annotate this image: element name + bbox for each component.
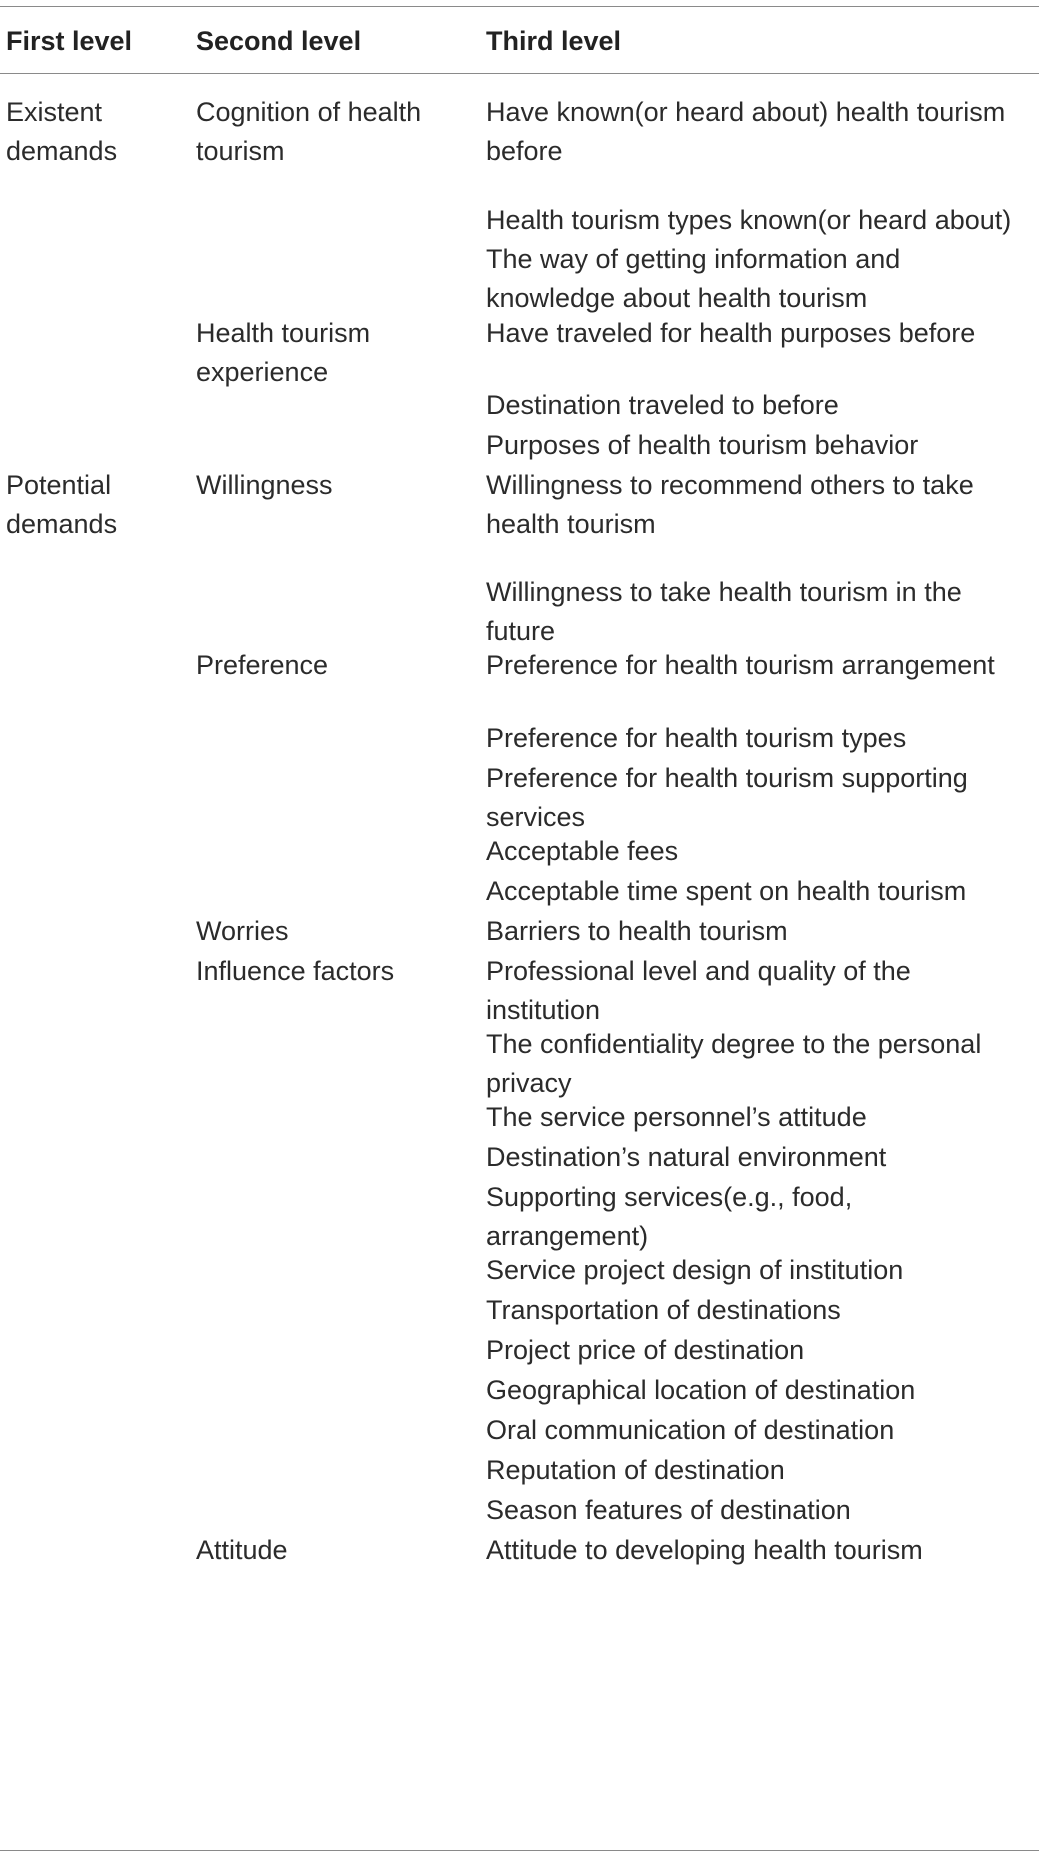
third-level-cell: [486, 1138, 886, 1177]
cell-line: future: [486, 616, 556, 646]
cell-line: experience: [196, 357, 329, 387]
third-level-cell: [486, 1531, 923, 1570]
cell-line: demands: [6, 509, 118, 539]
cell-line: Willingness: [196, 470, 333, 500]
cell-line: Oral communication of destination: [486, 1415, 895, 1445]
third-level-cell: [486, 1371, 915, 1410]
cell-line: Acceptable time spent on health tourism: [486, 876, 967, 906]
second-level-cell: [196, 466, 333, 505]
third-level-cell: [486, 1411, 894, 1450]
third-level-cell: [486, 573, 962, 651]
cell-line: Supporting services(e.g., food,: [486, 1182, 853, 1212]
cell-line: Potential: [6, 470, 112, 500]
cell-line: arrangement): [486, 1221, 649, 1251]
cell-line: Acceptable fees: [486, 836, 679, 866]
third-level-cell: [486, 872, 966, 911]
third-level-cell: [486, 240, 900, 318]
cell-line: Geographical location of destination: [486, 1375, 916, 1405]
third-level-cell: [486, 1451, 785, 1490]
third-level-cell: [486, 719, 906, 758]
cell-line: knowledge about health tourism: [486, 283, 868, 313]
cell-line: Professional level and quality of the: [486, 956, 911, 986]
cell-line: institution: [486, 995, 601, 1025]
cell-line: Willingness to take health tourism in the: [486, 577, 962, 607]
cell-line: Purposes of health tourism behavior: [486, 430, 919, 460]
cell-line: before: [486, 136, 563, 166]
cell-line: tourism: [196, 136, 285, 166]
first-level-cell: [6, 93, 117, 171]
second-level-cell: [196, 1531, 288, 1570]
cell-line: Willingness to recommend others to take: [486, 470, 974, 500]
cell-line: Influence factors: [196, 956, 395, 986]
third-level-cell: [486, 201, 1011, 240]
cell-line: Worries: [196, 916, 289, 946]
third-level-cell: [486, 1491, 851, 1530]
table-bottom-rule: [0, 1850, 1039, 1851]
second-level-cell: [196, 646, 328, 685]
cell-line: Attitude to developing health tourism: [486, 1535, 923, 1565]
cell-line: Season features of destination: [486, 1495, 851, 1525]
cell-line: The way of getting information and: [486, 244, 901, 274]
cell-line: services: [486, 802, 586, 832]
cell-line: demands: [6, 136, 118, 166]
third-level-cell: [486, 1178, 852, 1256]
third-level-cell: [486, 1025, 981, 1103]
cell-line: Health tourism: [196, 318, 371, 348]
table-top-rule: [0, 6, 1039, 7]
second-level-cell: [196, 912, 289, 951]
cell-line: Have known(or heard about) health tourism: [486, 97, 1006, 127]
third-level-cell: [486, 759, 968, 837]
third-level-cell: [486, 1331, 804, 1370]
cell-line: Have traveled for health purposes before: [486, 318, 976, 348]
cell-line: Reputation of destination: [486, 1455, 785, 1485]
header-first-level: First level: [6, 26, 133, 56]
cell-line: Attitude: [196, 1535, 288, 1565]
cell-line: Cognition of health: [196, 97, 422, 127]
third-level-cell: [486, 426, 918, 465]
cell-line: Transportation of destinations: [486, 1295, 841, 1325]
cell-line: Project price of destination: [486, 1335, 805, 1365]
third-level-cell: [486, 1098, 867, 1137]
cell-line: Destination’s natural environment: [486, 1142, 887, 1172]
cell-line: Preference for health tourism supporting: [486, 763, 968, 793]
header-second-level: Second level: [196, 26, 362, 56]
third-level-cell: [486, 93, 1005, 171]
cell-line: The confidentiality degree to the personal: [486, 1029, 982, 1059]
cell-line: Destination traveled to before: [486, 390, 839, 420]
third-level-cell: [486, 952, 911, 1030]
cell-line: Existent: [6, 97, 103, 127]
third-level-cell: [486, 1251, 903, 1290]
third-level-cell: [486, 314, 975, 353]
cell-line: privacy: [486, 1068, 572, 1098]
third-level-cell: [486, 466, 974, 544]
second-level-cell: [196, 952, 394, 991]
first-level-cell: [6, 466, 117, 544]
cell-line: Preference for health tourism arrangement: [486, 650, 995, 680]
second-level-cell: [196, 314, 370, 392]
cell-line: health tourism: [486, 509, 656, 539]
header-third-level: Third level: [486, 26, 622, 56]
second-level-cell: [196, 93, 421, 171]
cell-line: Preference: [196, 650, 329, 680]
cell-line: The service personnel’s attitude: [486, 1102, 867, 1132]
table-header-rule: [0, 73, 1039, 74]
third-level-cell: [486, 646, 995, 685]
third-level-cell: [486, 912, 788, 951]
cell-line: Barriers to health tourism: [486, 916, 788, 946]
third-level-cell: [486, 832, 678, 871]
cell-line: Service project design of institution: [486, 1255, 904, 1285]
third-level-cell: [486, 1291, 841, 1330]
cell-line: Health tourism types known(or heard about): [486, 205, 1012, 235]
third-level-cell: [486, 386, 839, 425]
cell-line: Preference for health tourism types: [486, 723, 907, 753]
